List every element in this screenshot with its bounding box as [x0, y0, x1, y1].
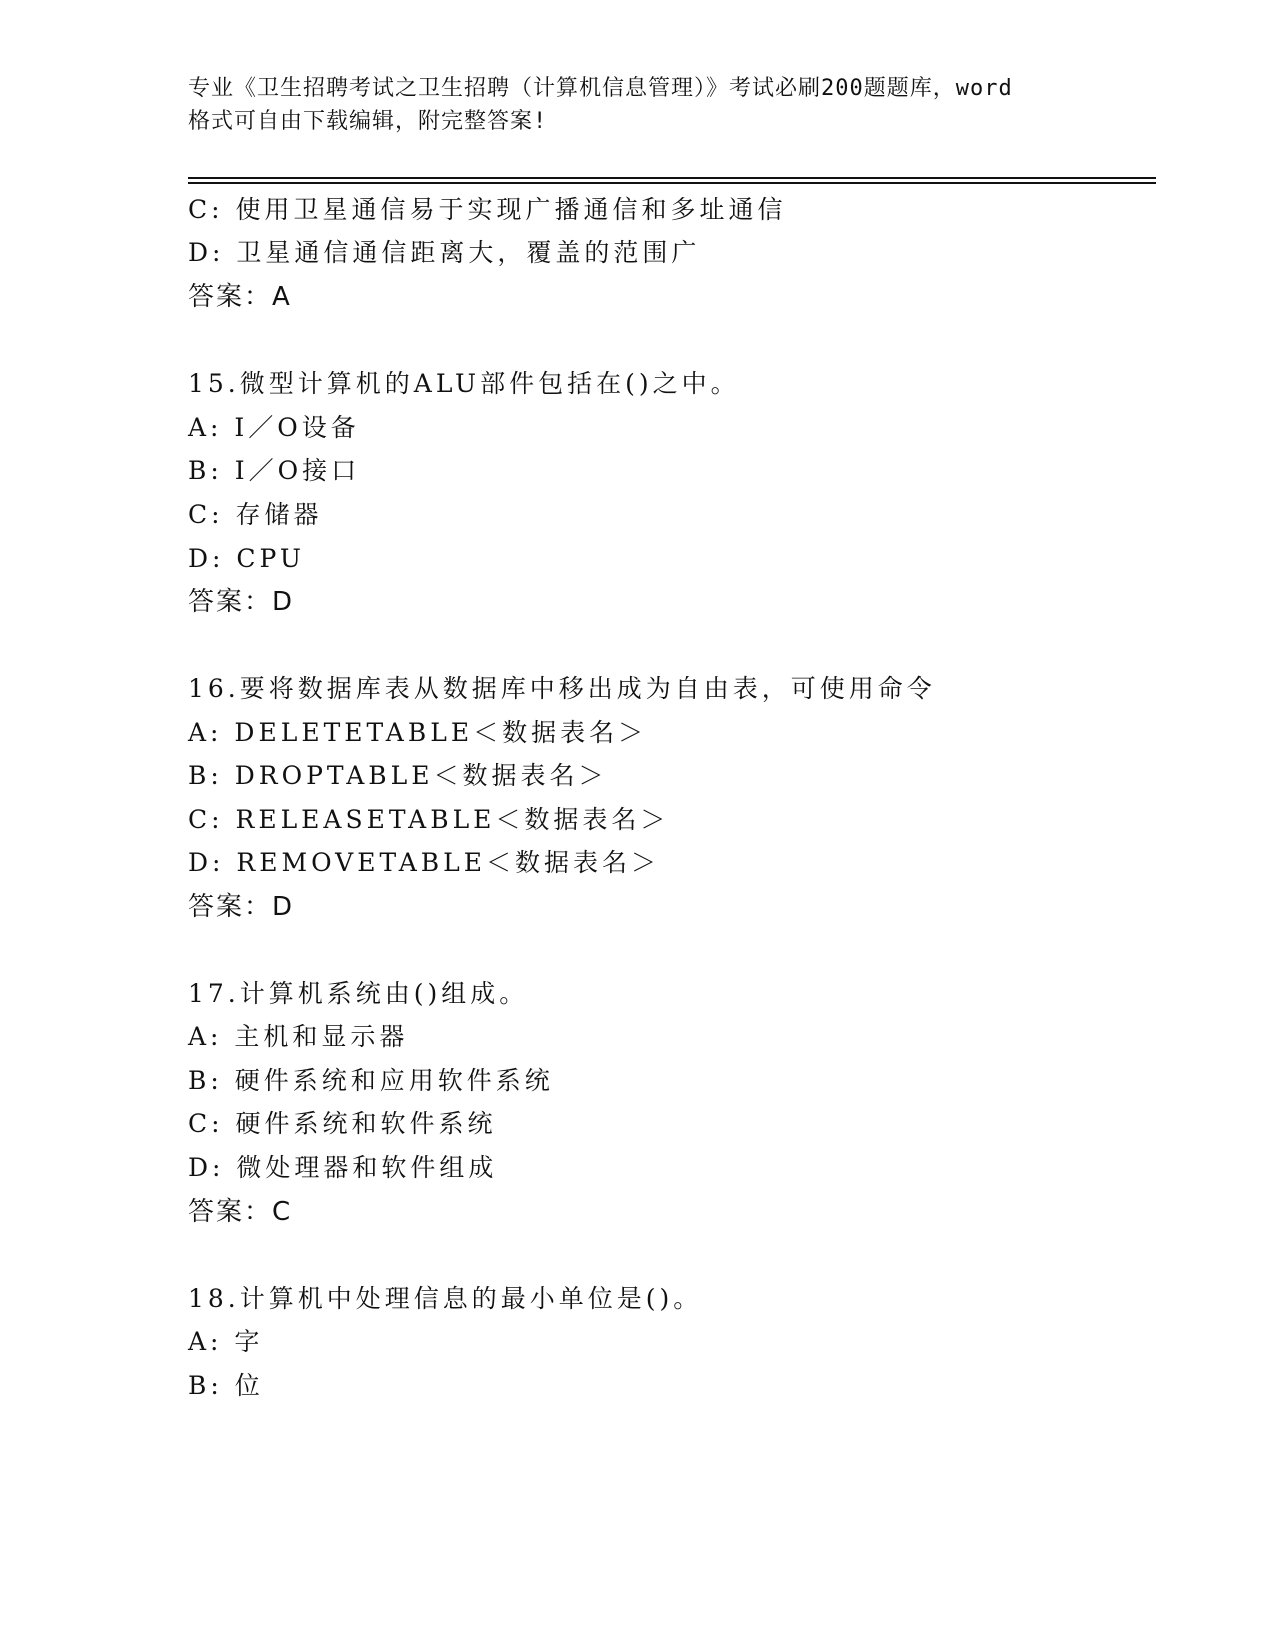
q16-option-d: D: REMOVETABLE＜数据表名＞ — [188, 848, 661, 877]
q18-option-a: A: 字 — [188, 1327, 264, 1356]
q16-option-a: A: DELETETABLE＜数据表名＞ — [188, 718, 648, 747]
q18-question: 18.计算机中处理信息的最小单位是()。 — [188, 1284, 703, 1313]
q16-option-c: C: RELEASETABLE＜数据表名＞ — [188, 805, 670, 834]
q17-option-a: A: 主机和显示器 — [188, 1022, 409, 1051]
q14-option-c: C: 使用卫星通信易于实现广播通信和多址通信 — [188, 195, 787, 224]
q15-option-b: B: I／O接口 — [188, 456, 361, 485]
q15-answer: 答案：D — [188, 587, 295, 617]
q17-option-b: B: 硬件系统和应用软件系统 — [188, 1066, 554, 1095]
q16-question: 16.要将数据库表从数据库中移出成为自由表，可使用命令 — [188, 674, 936, 703]
q14-option-d: D: 卫星通信通信距离大，覆盖的范围广 — [188, 238, 701, 267]
q17-question: 17.计算机系统由()组成。 — [188, 979, 529, 1008]
q17-answer: 答案：C — [188, 1197, 293, 1227]
document-header — [188, 72, 1088, 138]
header-rule-top — [188, 177, 1156, 179]
q15-question: 15.微型计算机的ALU部件包括在()之中。 — [188, 369, 740, 398]
q15-option-d: D: CPU — [188, 544, 305, 573]
q17-option-c: C: 硬件系统和软件系统 — [188, 1109, 497, 1138]
q17-option-d: D: 微处理器和软件组成 — [188, 1153, 498, 1182]
header-line-1: 专业《卫生招聘考试之卫生招聘（计算机信息管理）》考试必刷200题题库，word — [188, 76, 1013, 101]
q16-answer: 答案：D — [188, 892, 295, 922]
q14-answer: 答案：A — [188, 282, 292, 312]
header-rule-bottom — [188, 182, 1156, 184]
q18-option-b: B: 位 — [188, 1371, 264, 1400]
q16-option-b: B: DROPTABLE＜数据表名＞ — [188, 761, 608, 790]
q15-option-c: C: 存储器 — [188, 500, 323, 529]
header-line-2: 格式可自由下载编辑，附完整答案! — [188, 109, 548, 134]
q15-option-a: A: I／O设备 — [188, 413, 360, 442]
